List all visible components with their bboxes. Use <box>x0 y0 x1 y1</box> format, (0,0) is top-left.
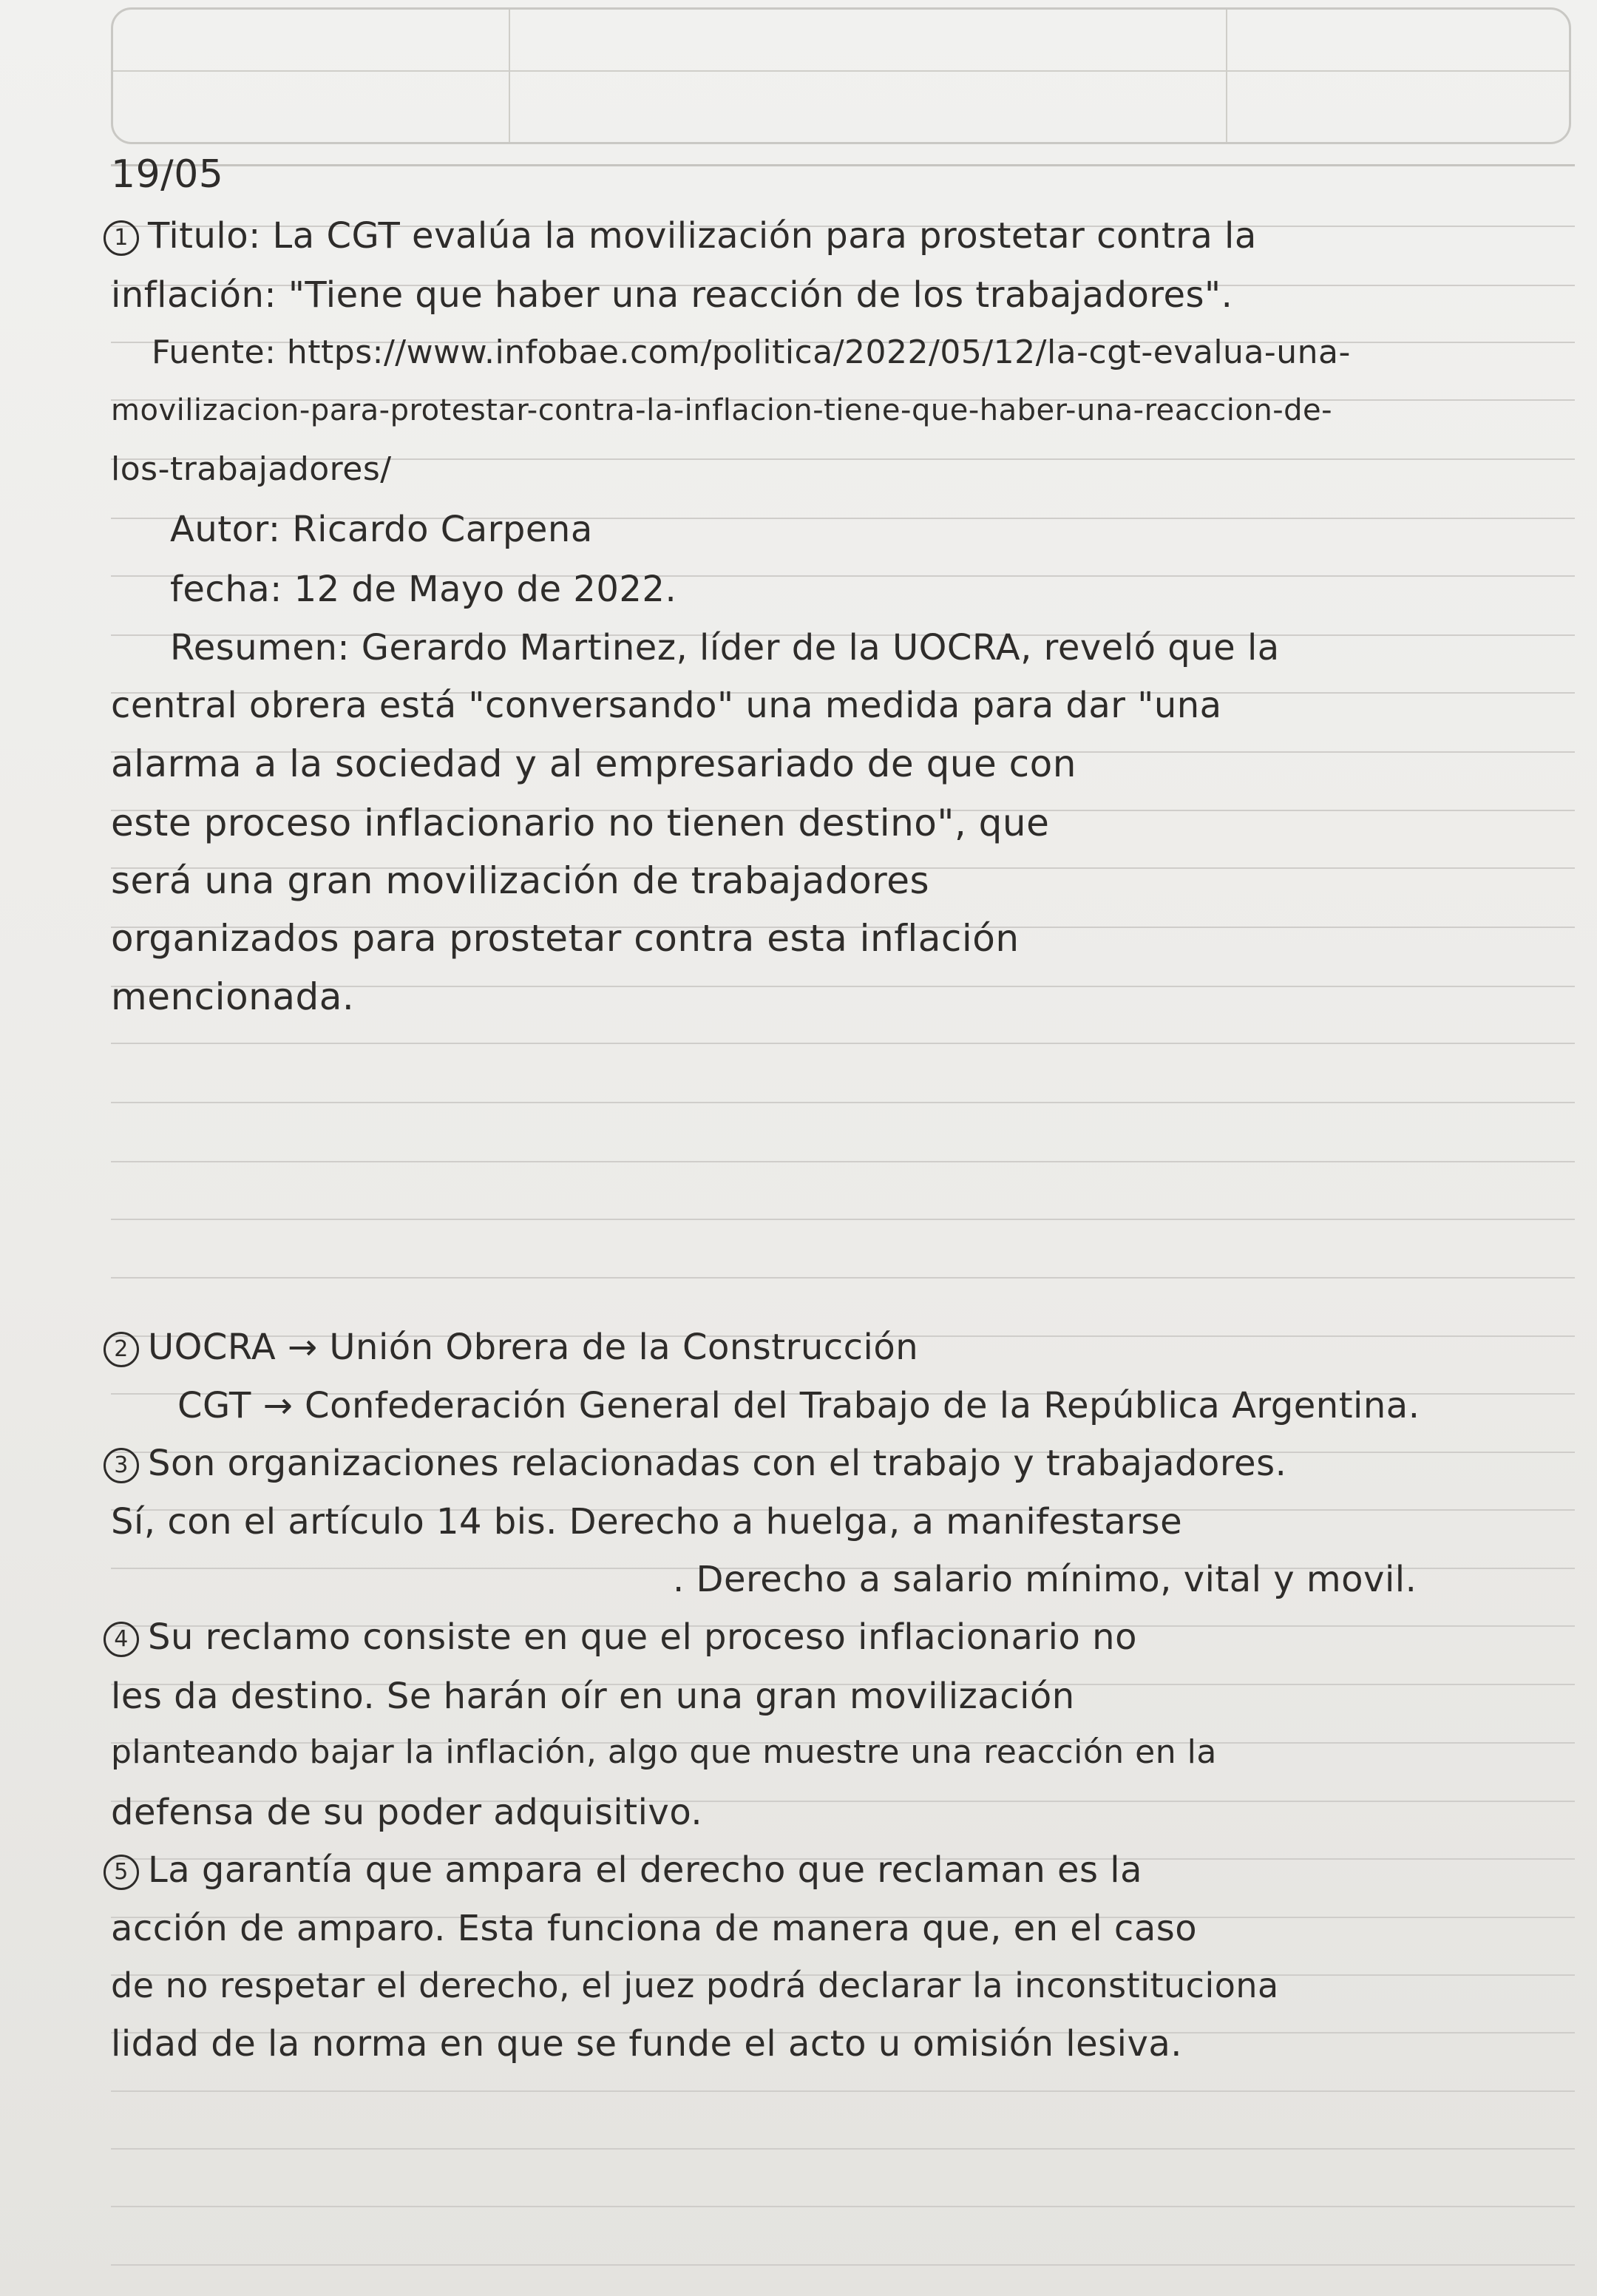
ruled-line <box>111 2148 1575 2150</box>
answer-3-line: . Derecho a salario mínimo, vital y movil. <box>673 1559 1417 1600</box>
answer-1-line: inflación: "Tiene que haber una reacción de los trabajadores". <box>111 274 1233 316</box>
ruled-line <box>111 1219 1575 1220</box>
summary-line: central obrera está "conversando" una medida para dar "una <box>111 685 1222 726</box>
answer-5-line: lidad de la norma en que se funde el acto u omisión lesiva. <box>111 2023 1183 2065</box>
answer-number-badge: 5 <box>104 1855 139 1890</box>
header-column-divider <box>509 10 510 142</box>
answer-5-line: acción de amparo. Esta funciona de manera que, en el caso <box>111 1908 1198 1949</box>
answer-number-badge: 1 <box>104 220 139 256</box>
answer-number-badge: 3 <box>104 1448 139 1483</box>
ruled-line <box>111 1043 1575 1044</box>
summary-line: será una gran movilización de trabajadores <box>111 859 930 902</box>
ruled-line <box>111 2264 1575 2266</box>
date-line: fecha: 12 de Mayo de 2022. <box>170 569 677 610</box>
source-line: movilizacion-para-protestar-contra-la-inflacion-tiene-que-haber-una-reaccion-de- <box>111 393 1333 427</box>
summary-line: alarma a la sociedad y al empresariado de que con <box>111 742 1076 785</box>
answer-3-line: Sí, con el artículo 14 bis. Derecho a huelga, a manifestarse <box>111 1501 1183 1542</box>
answer-4-line: les da destino. Se harán oír en una gran movilización <box>111 1676 1075 1717</box>
author-line: Autor: Ricardo Carpena <box>170 509 593 550</box>
source-line: los-trabajadores/ <box>111 450 392 488</box>
summary-line: organizados para prostetar contra esta inflación <box>111 917 1020 960</box>
header-divider <box>113 70 1569 72</box>
answer-number-badge: 2 <box>104 1332 139 1367</box>
answer-5-line: de no respetar el derecho, el juez podrá declarar la inconstituciona <box>111 1965 1279 2005</box>
answer-3-line: 3 Son organizaciones relacionadas con el trabajo y trabajadores. <box>104 1446 1286 1483</box>
answer-number-badge: 4 <box>104 1622 139 1657</box>
source-line: Fuente: https://www.infobae.com/politica/2022/05/12/la-cgt-evalua-una- <box>152 333 1351 371</box>
answer-2-line: CGT → Confederación General del Trabajo de la República Argentina. <box>177 1385 1420 1426</box>
ruled-line <box>111 1161 1575 1162</box>
ruled-line <box>111 164 1575 166</box>
summary-line: Resumen: Gerardo Martinez, líder de la UOCRA, reveló que la <box>170 627 1280 668</box>
ruled-line <box>111 2206 1575 2207</box>
answer-1-line: 1 Titulo: La CGT evalúa la movilización para prostetar contra la <box>104 218 1257 256</box>
answer-5-line: 5 La garantía que ampara el derecho que reclaman es la <box>104 1852 1142 1890</box>
ruled-line <box>111 1277 1575 1279</box>
answer-2-line: 2 UOCRA → Unión Obrera de la Construcción <box>104 1330 918 1367</box>
ruled-line <box>111 2090 1575 2092</box>
header-column-divider <box>1226 10 1227 142</box>
summary-line: mencionada. <box>111 975 355 1018</box>
answer-4-line: 4 Su reclamo consiste en que el proceso inflacionario no <box>104 1619 1137 1657</box>
ruled-line <box>111 1102 1575 1103</box>
header-box <box>111 7 1571 144</box>
answer-4-line: defensa de su poder adquisitivo. <box>111 1792 703 1833</box>
answer-4-line: planteando bajar la inflación, algo que muestre una reacción en la <box>111 1733 1217 1771</box>
summary-line: este proceso inflacionario no tienen destino", que <box>111 802 1050 844</box>
date: 19/05 <box>111 152 224 197</box>
